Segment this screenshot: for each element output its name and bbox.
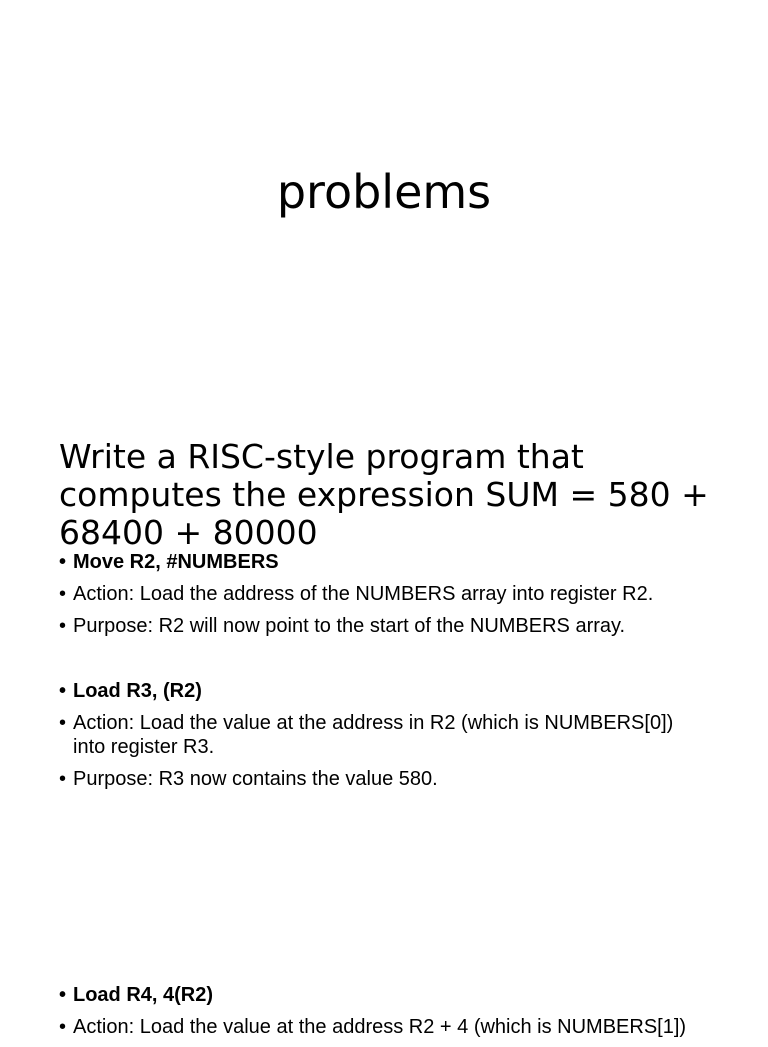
step-1-instruction: • Move R2, #NUMBERS — [59, 550, 709, 574]
step-2-list — [59, 679, 709, 799]
step-1-purpose: • Purpose: R2 will now point to the start of the NUMBERS array. — [59, 614, 709, 638]
page-title: problems — [276, 165, 492, 219]
step-2-instruction: • Load R3, (R2) — [59, 679, 709, 703]
step-2-purpose: • Purpose: R3 now contains the value 580. — [59, 767, 709, 791]
step-2-action: • Action: Load the value at the address in R2 (which is NUMBERS[0]) into register R3. — [59, 711, 709, 759]
step-3-instruction: • Load R4, 4(R2) — [59, 983, 709, 1007]
step-1-action: • Action: Load the address of the NUMBERS array into register R2. — [59, 582, 709, 606]
step-3-list — [59, 983, 709, 1047]
step-3-action: • Action: Load the value at the address R2 + 4 (which is NUMBERS[1]) — [59, 1015, 709, 1039]
step-1-list — [59, 550, 709, 646]
slide-heading: Write a RISC-style program that computes the expression SUM = 580 + 68400 + 80000 — [59, 437, 709, 552]
